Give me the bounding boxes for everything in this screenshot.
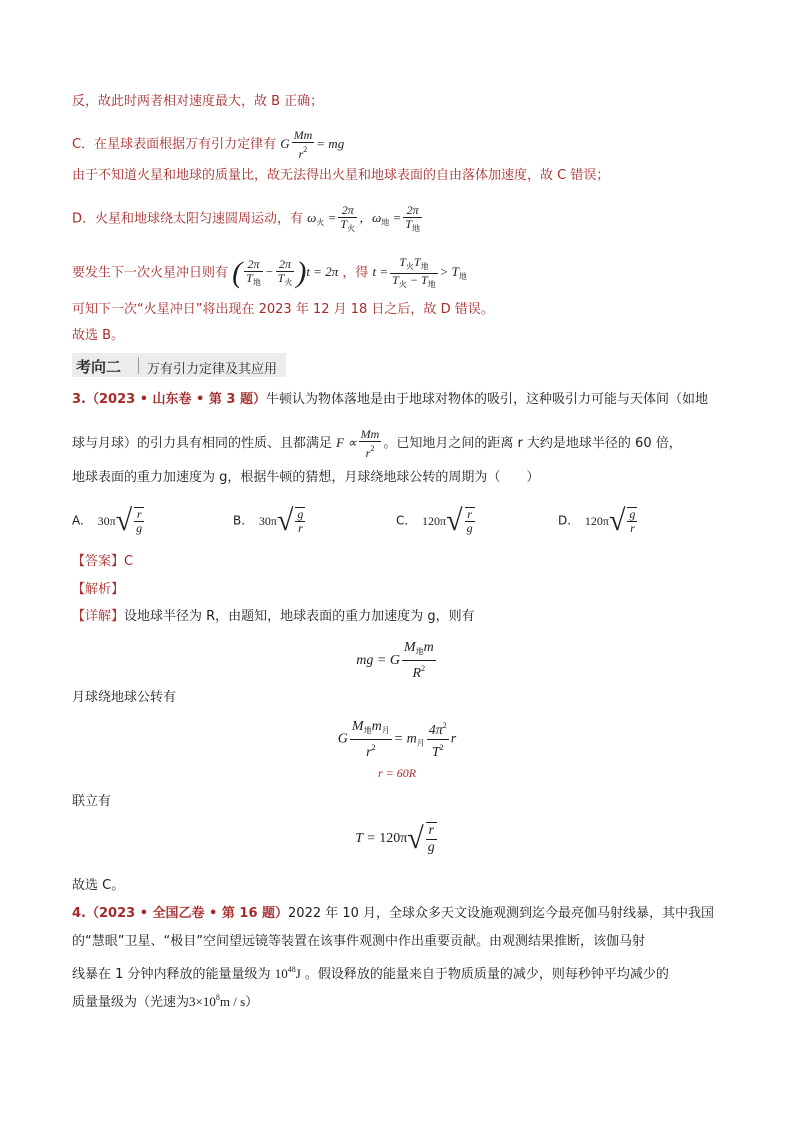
detail-text: 设地球半径为 R，由题知，地球表面的重力加速度为 g，则有 (124, 609, 475, 624)
option-den: r (630, 521, 635, 535)
option-label: C. (396, 513, 409, 528)
question-text: 地球表面的重力加速度为 g，根据牛顿的猜想，月球绕地球公转的周期为（ ） (72, 470, 540, 485)
solution-line-2 (72, 129, 344, 161)
detail-line (72, 607, 475, 627)
formula-light-speed: $3\times 10^8m / s$ (189, 993, 246, 1009)
section-header (72, 353, 286, 377)
q3-line-2 (72, 428, 682, 460)
formula-proportional: F ∝ $\frac{Mm}{r^2}$ (336, 427, 380, 460)
question-source: 3.（2023 • 山东卷 • 第 3 题） (72, 392, 266, 407)
option-label: A. (72, 513, 84, 528)
option-label: B. (233, 513, 246, 528)
analysis-text: 【解析】 (72, 582, 125, 597)
q4-line-2 (72, 932, 645, 952)
solution-line-5 (72, 256, 467, 291)
option-num: g (297, 507, 304, 521)
choose-line (72, 876, 124, 896)
formula-conjunction: ( $\frac{2\pi}{T_地}$ − $\frac{2\pi}{T_火}$ )t = 2π (232, 256, 339, 290)
q3-line-3 (72, 468, 539, 488)
option-b[interactable]: B. 30π√ $\frac{g}{r}$ (233, 504, 304, 537)
option-num: r (134, 508, 144, 522)
solution-text: 由于不知道火星和地球的质量比，故无法得出火星和地球表面的自由落体加速度，故 C 错误； (72, 168, 610, 183)
answer-line (72, 552, 133, 572)
combine-line (72, 792, 111, 812)
option-den: g (136, 521, 143, 535)
section-title: 万有引力定律及其应用 (147, 362, 278, 377)
solution-text: 可知下一次“火星冲日”将出现在 2023 年 12 月 18 日之后，故 D 错误。 (72, 302, 494, 317)
formula-mg: mg = G $\frac{M_地m}{R^2}$ (356, 640, 434, 681)
question-text: 的“慧眼”卫星、“极目”空间望远镜等装置在该事件观测中作出重要贡献。由观测结果推断，该伽马射 (72, 934, 645, 949)
question-text: 球与月球）的引力具有相同的性质、且都满足 (72, 435, 333, 451)
analysis-line (72, 580, 124, 600)
solution-text: C．在星球表面根据万有引力定律有 (72, 136, 277, 152)
option-den: r (298, 521, 303, 535)
question-source: 4.（2023 • 全国乙卷 • 第 16 题） (72, 906, 289, 921)
q4-line-4 (72, 988, 258, 1013)
r60-text: r = 60R (377, 766, 417, 780)
q4-line-1 (72, 904, 714, 924)
moon-line (72, 688, 176, 708)
q4-line-3 (72, 960, 669, 985)
formula-gravity: G $\frac{Mm}{r^2}$ = mg (280, 128, 345, 161)
question-text: 线暴在 1 分钟内释放的能量量级为 (72, 967, 271, 982)
solution-text: 要发生下一次火星冲日则有 (72, 265, 229, 281)
question-text: 质量量级为（光速为 (72, 995, 190, 1010)
formula-r60 (0, 766, 794, 781)
option-coef: 120π (584, 513, 609, 528)
moon-text: 月球绕地球公转有 (72, 690, 177, 705)
formula-period: t = $\frac{T_火T_地}{T_火 - T_地}$ > $T_地$ (372, 255, 467, 289)
detail-tag: 【详解】 (72, 609, 125, 624)
solution-text: 反，故此时两者相对速度最大，故 B 正确； (72, 94, 324, 109)
formula-orbit: G $\frac{M_地m_月}{r^2}$ = $m_月$ $\frac{4\pi^2}{T^2}$ r (337, 718, 457, 760)
option-num: g (629, 507, 636, 521)
formula-omega: $\omega_火$ = $\frac{2\pi}{T_火}$ ，$\omega_地$ = $\frac{2\pi}{T_地}$ (307, 203, 420, 233)
section-number: 考向二 (76, 358, 122, 376)
solution-text: D．火星和地球绕太阳匀速圆周运动，有 (72, 211, 304, 227)
option-d[interactable]: D. 120π√ $\frac{g}{r}$ (558, 504, 636, 537)
option-den: g (466, 521, 473, 535)
solution-line-4 (72, 204, 424, 235)
solution-line-7 (72, 326, 124, 346)
solution-text: 故选 B。 (72, 328, 125, 343)
answer-text: 【答案】C (72, 554, 134, 569)
solution-line-3 (72, 166, 609, 186)
solution-text: ，得 (342, 265, 369, 281)
option-a[interactable]: A. 30π√ $\frac{r}{g}$ (72, 504, 143, 537)
formula-result: T = 120π√ $\frac{r}{g}$ (355, 822, 435, 855)
formula-energy: $10^{48}J$ (274, 965, 301, 981)
question-text: 牛顿认为物体落地是由于地球对物体的吸引，这种吸引力可能与天体间（如地 (266, 392, 709, 407)
option-coef: 30π (97, 513, 116, 528)
option-c[interactable]: C. 120π√ $\frac{r}{g}$ (396, 504, 473, 537)
solution-line-1 (72, 92, 323, 112)
option-coef: 30π (258, 513, 277, 528)
solution-line-6 (72, 300, 494, 320)
q3-line-1 (72, 390, 708, 410)
combine-text: 联立有 (72, 794, 112, 809)
question-text-close: ） (245, 995, 259, 1010)
section-divider (138, 357, 139, 374)
question-text: 2022 年 10 月，全球众多天文设施观测到迄今最亮伽马射线暴，其中我国 (288, 906, 715, 921)
option-label: D. (558, 513, 572, 528)
question-text: 。已知地月之间的距离 r 大约是地球半径的 60 倍， (383, 435, 682, 451)
option-coef: 120π (422, 513, 447, 528)
option-num: r (465, 508, 475, 522)
question-text: 。假设释放的能量来自于物质质量的减少，则每秒钟平均减少的 (304, 967, 669, 982)
choose-text: 故选 C。 (72, 878, 125, 893)
